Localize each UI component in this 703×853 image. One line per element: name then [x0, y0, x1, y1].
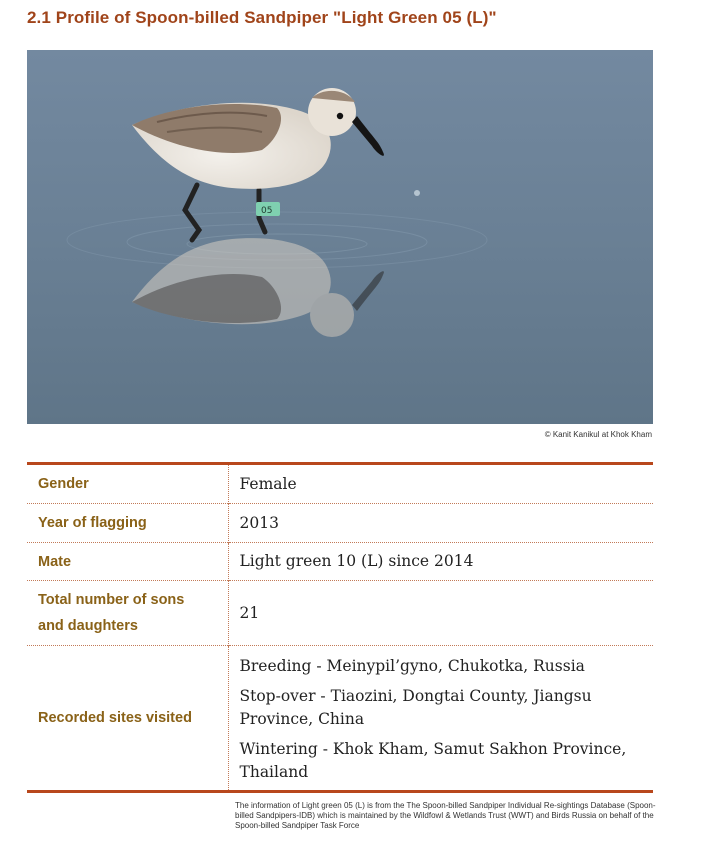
mate-label: Mate — [27, 543, 228, 581]
page-title: 2.1 Profile of Spoon-billed Sandpiper "Light Green 05 (L)" — [27, 8, 497, 27]
offspring-label-line2: and daughters — [38, 618, 138, 634]
mate-value: Light green 10 (L) since 2014 — [228, 543, 653, 581]
site-breeding: Breeding - Meinypil’gyno, Chukotka, Russia — [239, 657, 585, 675]
table-row — [27, 543, 653, 581]
offspring-label-line1: Total number of sons — [38, 592, 185, 608]
table-row — [27, 581, 653, 646]
leg-flag-text: 05 — [261, 206, 273, 216]
site-stopover: Stop-over - Tiaozini, Dongtai County, Jiangsu Province, China — [239, 687, 592, 728]
offspring-value: 21 — [228, 581, 653, 646]
table-row — [27, 504, 653, 543]
source-footnote: The information of Light green 05 (L) is from the The Spoon-billed Sandpiper Individual Re-sightings Database (Spoon-billed Sandpipers-IDB) which is maintained by the Wildfowl & Wetlands Trust (WWT) and Birds Russia on behalf of the Spoon-billed Sandpiper Task Force — [235, 801, 656, 830]
year-value: 2013 — [228, 504, 653, 543]
site-wintering: Wintering - Khok Kham, Samut Sakhon Province, Thailand — [239, 740, 627, 781]
sites-label: Recorded sites visited — [27, 646, 228, 792]
sandpiper-illustration — [27, 50, 653, 424]
profile-table — [27, 462, 653, 793]
photo-credit: © Kanit Kanikul at Khok Kham — [544, 430, 652, 439]
sandpiper-photo — [27, 50, 653, 424]
year-label: Year of flagging — [27, 504, 228, 543]
gender-label: Gender — [27, 464, 228, 504]
offspring-label — [27, 581, 228, 646]
table-row — [27, 464, 653, 504]
table-row — [27, 646, 653, 792]
sites-value — [228, 646, 653, 792]
gender-value: Female — [239, 474, 297, 493]
